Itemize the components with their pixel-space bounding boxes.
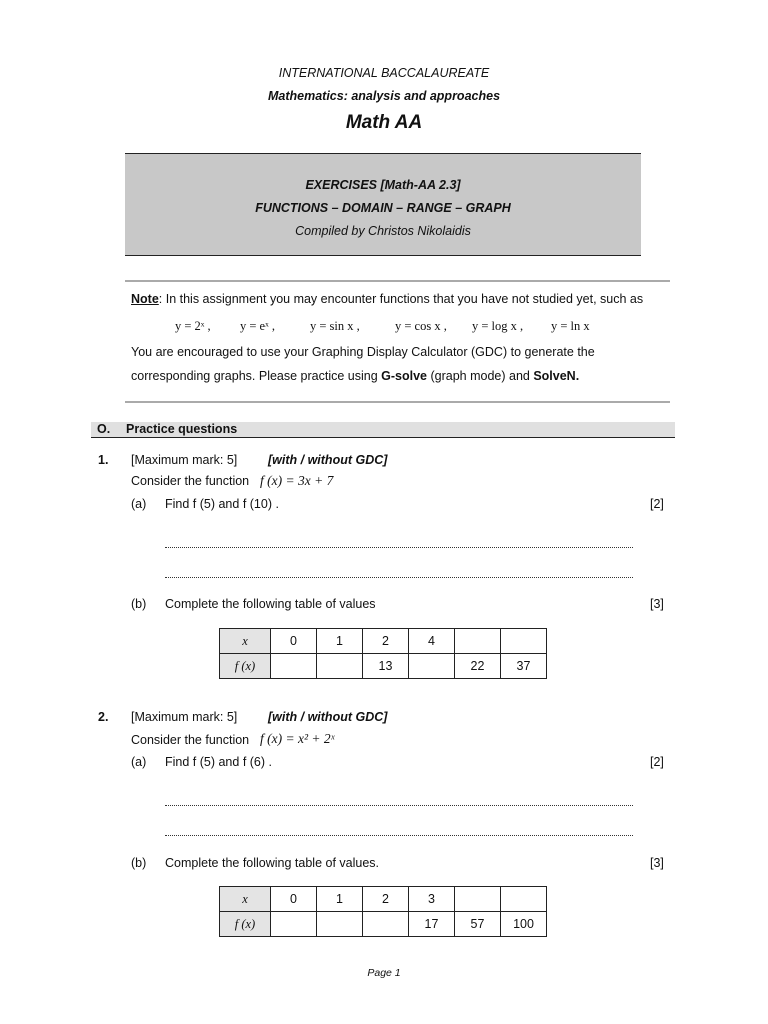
table-cell: [271, 654, 317, 679]
table-cell: 37: [501, 654, 547, 679]
formula-item: y = cos x ,: [395, 319, 447, 333]
table-cell: 2: [363, 887, 409, 912]
answer-line: [165, 805, 633, 806]
exercise-banner: [125, 153, 641, 256]
formula-item: y = eˣ ,: [240, 319, 275, 333]
answer-line: [165, 835, 633, 836]
part-b-text: Complete the following table of values: [165, 597, 376, 611]
part-b-text: Complete the following table of values.: [165, 856, 380, 870]
table-cell: [409, 654, 455, 679]
table-header-x: x: [220, 629, 271, 654]
part-a-mark: [2]: [650, 497, 664, 511]
part-b-mark: [3]: [650, 856, 664, 870]
note-line3: corresponding graphs. Please practice using G-solve (graph mode) and SolveN.: [131, 369, 580, 383]
answer-line: [165, 547, 633, 548]
note-label: Note: [131, 292, 159, 306]
table-cell: [455, 629, 501, 654]
table-cell: [317, 654, 363, 679]
formula-item: y = 2ˣ ,: [175, 319, 211, 333]
table-header-fx: f (x): [220, 654, 271, 679]
part-a-text: Find f (5) and f (10) .: [165, 497, 279, 511]
table-cell: [455, 887, 501, 912]
part-a-text: Find f (5) and f (6) .: [165, 755, 272, 769]
part-b-mark: [3]: [650, 597, 664, 611]
table-row: [220, 912, 547, 937]
table-cell: 1: [317, 887, 363, 912]
note-line2: You are encouraged to use your Graphing Display Calculator (GDC) to generate the: [131, 345, 595, 359]
banner-subtitle: FUNCTIONS – DOMAIN – RANGE – GRAPH: [255, 201, 511, 215]
table-cell: 0: [271, 629, 317, 654]
table-cell: 0: [271, 887, 317, 912]
question-max-mark: [Maximum mark: 5]: [131, 710, 238, 724]
question-number: 2.: [98, 710, 109, 724]
table-cell: 100: [501, 912, 547, 937]
table-header-x: x: [220, 887, 271, 912]
question-max-mark: [Maximum mark: 5]: [131, 453, 238, 467]
formula-item: y = log x ,: [472, 319, 524, 333]
divider-bottom: [125, 401, 670, 403]
table-row: [220, 887, 547, 912]
table-cell: 22: [455, 654, 501, 679]
table-cell: 3: [409, 887, 455, 912]
question-number: 1.: [98, 453, 109, 467]
table-row: [220, 654, 547, 679]
question-gdc: [with / without GDC]: [268, 453, 388, 467]
table-cell: 57: [455, 912, 501, 937]
banner-author: Compiled by Christos Nikolaidis: [295, 224, 471, 238]
section-title: Practice questions: [126, 422, 238, 436]
note-text: Note: In this assignment you may encounter functions that you have not studied yet, such as: [131, 292, 644, 306]
part-b-label: (b): [131, 856, 147, 870]
question-consider: Consider the function: [131, 474, 250, 488]
table-cell: 17: [409, 912, 455, 937]
part-a-mark: [2]: [650, 755, 664, 769]
question-function: f (x) = 3x + 7: [260, 473, 334, 488]
question-consider: Consider the function: [131, 733, 250, 747]
table-cell: [271, 912, 317, 937]
divider-top: [125, 280, 670, 282]
table-cell: 4: [409, 629, 455, 654]
page-number: Page 1: [367, 967, 401, 979]
answer-line: [165, 577, 633, 578]
header-subject: Mathematics: analysis and approaches: [267, 89, 501, 103]
part-b-label: (b): [131, 597, 147, 611]
values-table: [219, 628, 547, 679]
table-cell: 2: [363, 629, 409, 654]
section-number: O.: [97, 422, 111, 436]
table-cell: [317, 912, 363, 937]
question-gdc: [with / without GDC]: [268, 710, 388, 724]
table-cell: [501, 629, 547, 654]
table-cell: 1: [317, 629, 363, 654]
part-a-label: (a): [131, 755, 147, 769]
part-a-label: (a): [131, 497, 147, 511]
table-cell: [363, 912, 409, 937]
values-table: [219, 886, 547, 937]
question-function: f (x) = x² + 2ˣ: [260, 731, 335, 746]
table-header-fx: f (x): [220, 912, 271, 937]
table-row: [220, 629, 547, 654]
table-cell: [501, 887, 547, 912]
header-course: Math AA: [345, 112, 423, 133]
formula-item: y = sin x ,: [310, 319, 360, 333]
formula-item: y = ln x: [551, 319, 590, 333]
header-title: INTERNATIONAL BACCALAUREATE: [278, 66, 490, 80]
banner-title: EXERCISES [Math-AA 2.3]: [305, 178, 461, 192]
section-header: [91, 422, 675, 438]
table-cell: 13: [363, 654, 409, 679]
